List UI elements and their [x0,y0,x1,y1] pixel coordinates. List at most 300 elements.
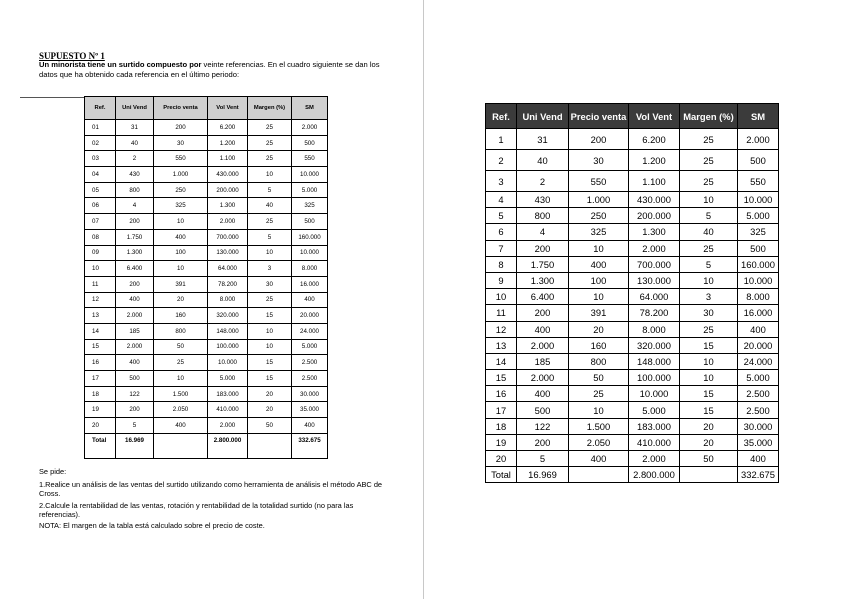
note-line: Se pide: [39,467,67,476]
table-cell: 1.300 [629,224,680,240]
column-header: SM [292,97,328,120]
table-cell: 20.000 [738,337,779,353]
column-header: Uni Vend [116,97,154,120]
column-header: Margen (%) [248,97,292,120]
table-cell: 25 [680,321,738,337]
total-cell [680,467,738,483]
table-cell: 10.000 [292,245,328,261]
table-row [85,308,328,324]
table-cell: 2.000 [517,337,569,353]
table-cell: 40 [116,135,154,151]
table-cell: 391 [154,276,208,292]
note-line: 1.Realice un análisis de las ventas del surtido utilizando como herramienta de análisis el método ABC de Cross. [39,480,383,499]
note-line: 2.Calcule la rentabilidad de las ventas, rotación y rentabilidad de la totalidad surtido (no para las referencias). [39,500,354,519]
table-cell: 800 [569,353,629,369]
table-cell: 30 [680,305,738,321]
table-cell: 35.000 [738,434,779,450]
table-cell: 200 [517,305,569,321]
table-cell: 10 [569,240,629,256]
table-cell: 320.000 [208,308,248,324]
table-row [85,402,328,418]
instructions [39,467,389,532]
table-cell: 550 [292,151,328,167]
table-cell: 14 [486,353,517,369]
table-row [486,129,779,150]
table-row [486,386,779,402]
total-cell [248,433,292,458]
table-cell: 01 [85,120,116,136]
table-cell: 5 [486,208,517,224]
column-header: Precio venta [154,97,208,120]
table-row [85,198,328,214]
table-cell: 12 [486,321,517,337]
table-cell: 30.000 [292,386,328,402]
table-cell: 320.000 [629,337,680,353]
table-cell: 02 [85,135,116,151]
table-cell: 13 [486,337,517,353]
table-cell: 10 [248,245,292,261]
table-cell: 1.750 [116,229,154,245]
table-cell: 6.200 [208,120,248,136]
table-row [85,418,328,434]
table-cell: 64.000 [208,261,248,277]
table-cell: 18 [85,386,116,402]
table-cell: 25 [248,135,292,151]
table-cell: 5 [248,229,292,245]
table-cell: 15 [248,308,292,324]
table-cell: 800 [517,208,569,224]
table-cell: 160 [154,308,208,324]
table-cell: 19 [486,434,517,450]
table-cell: 30 [154,135,208,151]
table-cell: 10.000 [738,272,779,288]
table-cell: 400 [292,418,328,434]
table-cell: 10 [248,323,292,339]
table-cell: 12 [85,292,116,308]
table-row [486,353,779,369]
table-cell: 1.200 [629,150,680,171]
table-cell: 31 [116,120,154,136]
table-row [486,451,779,467]
table-cell: 25 [680,171,738,192]
total-cell: 16.969 [517,467,569,483]
total-cell [154,433,208,458]
table-row [85,339,328,355]
table-cell: 25 [248,292,292,308]
table-cell: 200.000 [629,208,680,224]
column-header: Vol Vent [629,104,680,129]
table-cell: 1.300 [517,272,569,288]
table-cell: 31 [517,129,569,150]
table-cell: 8.000 [292,261,328,277]
table-cell: 2.000 [116,308,154,324]
column-header: Vol Vent [208,97,248,120]
table-cell: 550 [738,171,779,192]
table-cell: 500 [116,371,154,387]
column-header: Uni Vend [517,104,569,129]
table-cell: 30 [569,150,629,171]
table-cell: 100.000 [629,370,680,386]
table-row [486,418,779,434]
table-cell: 10 [85,261,116,277]
table-cell: 10 [569,289,629,305]
table-header-row [486,104,779,129]
exercise-title: SUPUESTO Nº 1 [39,51,105,61]
table-cell: 130.000 [629,272,680,288]
table-cell: 25 [248,214,292,230]
table-cell: 20 [248,386,292,402]
table-cell: 1.500 [569,418,629,434]
table-row [85,135,328,151]
table-cell: 1 [486,129,517,150]
table-cell: 400 [154,418,208,434]
table-cell: 16 [85,355,116,371]
table-cell: 10 [248,339,292,355]
table-header-row [85,97,328,120]
table-cell: 20 [569,321,629,337]
table-cell: 10.000 [292,167,328,183]
table-cell: 2.000 [738,129,779,150]
table-row [85,182,328,198]
table-cell: 325 [738,224,779,240]
table-cell: 400 [116,355,154,371]
table-cell: 10 [248,167,292,183]
table-cell: 8.000 [738,289,779,305]
table-cell: 160 [569,337,629,353]
table-cell: 200 [517,240,569,256]
table-row [486,337,779,353]
table-cell: 1.100 [629,171,680,192]
table-cell: 3 [248,261,292,277]
table-cell: 50 [154,339,208,355]
table-cell: 13 [85,308,116,324]
table-cell: 550 [154,151,208,167]
table-cell: 183.000 [629,418,680,434]
table-cell: 05 [85,182,116,198]
table-row [486,272,779,288]
total-cell: Total [486,467,517,483]
table-cell: 50 [248,418,292,434]
table-cell: 500 [738,150,779,171]
table-cell: 400 [517,386,569,402]
table-cell: 200 [569,129,629,150]
total-row [486,467,779,483]
right-page [424,0,848,599]
table-row [486,240,779,256]
table-cell: 10 [680,272,738,288]
table-cell: 500 [738,240,779,256]
table-cell: 6.400 [116,261,154,277]
intro-bold-text: Un minorista tiene un surtido compuesto por [39,60,202,69]
table-cell: 2.000 [517,370,569,386]
table-cell: 500 [292,135,328,151]
table-row [486,256,779,272]
table-cell: 6.200 [629,129,680,150]
table-cell: 2.050 [569,434,629,450]
total-cell: 16.969 [116,433,154,458]
total-cell: 2.800.000 [629,467,680,483]
table-cell: 10 [680,192,738,208]
small-data-table [84,96,328,459]
table-cell: 2.000 [116,339,154,355]
table-cell: 100 [569,272,629,288]
table-cell: 18 [486,418,517,434]
table-cell: 30 [248,276,292,292]
table-cell: 200.000 [208,182,248,198]
table-row [85,229,328,245]
table-cell: 15 [680,386,738,402]
table-cell: 100 [154,245,208,261]
column-header: SM [738,104,779,129]
table-cell: 78.200 [208,276,248,292]
table-row [486,224,779,240]
table-row [85,371,328,387]
table-cell: 1.750 [517,256,569,272]
table-cell: 6.400 [517,289,569,305]
table-cell: 410.000 [629,434,680,450]
table-cell: 500 [517,402,569,418]
table-cell: 1.000 [569,192,629,208]
table-row [85,323,328,339]
table-cell: 430 [517,192,569,208]
table-cell: 400 [569,256,629,272]
table-cell: 35.000 [292,402,328,418]
table-cell: 40 [680,224,738,240]
table-cell: 15 [680,337,738,353]
table-cell: 78.200 [629,305,680,321]
table-row [85,245,328,261]
table-cell: 1.500 [154,386,208,402]
table-cell: 24.000 [292,323,328,339]
table-cell: 10.000 [738,192,779,208]
table-cell: 5.000 [738,208,779,224]
table-row [85,355,328,371]
table-cell: 15 [85,339,116,355]
table-cell: 25 [154,355,208,371]
table-cell: 2.500 [738,402,779,418]
total-cell: Total [85,433,116,458]
table-cell: 430.000 [208,167,248,183]
table-cell: 5 [680,208,738,224]
table-cell: 400 [517,321,569,337]
table-cell: 2.050 [154,402,208,418]
table-cell: 25 [569,386,629,402]
table-cell: 7 [486,240,517,256]
table-cell: 148.000 [629,353,680,369]
table-cell: 19 [85,402,116,418]
table-cell: 06 [85,198,116,214]
table-cell: 200 [116,276,154,292]
table-cell: 100.000 [208,339,248,355]
table-cell: 25 [248,151,292,167]
table-cell: 410.000 [208,402,248,418]
table-row [85,151,328,167]
table-cell: 10.000 [208,355,248,371]
table-cell: 5 [116,418,154,434]
table-cell: 200 [116,402,154,418]
table-cell: 5 [248,182,292,198]
table-cell: 160.000 [292,229,328,245]
table-cell: 500 [292,214,328,230]
table-row [486,305,779,321]
table-cell: 9 [486,272,517,288]
table-row [486,370,779,386]
table-cell: 20.000 [292,308,328,324]
table-cell: 2.500 [292,355,328,371]
table-cell: 5 [680,256,738,272]
column-header: Ref. [486,104,517,129]
table-cell: 5.000 [292,182,328,198]
table-cell: 50 [680,451,738,467]
table-cell: 20 [680,418,738,434]
table-cell: 3 [680,289,738,305]
table-cell: 2.500 [738,386,779,402]
table-cell: 1.000 [154,167,208,183]
table-cell: 5 [517,451,569,467]
large-data-table [485,103,779,483]
table-cell: 14 [85,323,116,339]
table-cell: 20 [248,402,292,418]
table-cell: 07 [85,214,116,230]
table-cell: 16.000 [738,305,779,321]
table-cell: 2.000 [629,240,680,256]
table-cell: 20 [154,292,208,308]
table-cell: 400 [154,229,208,245]
table-cell: 8 [486,256,517,272]
table-cell: 400 [292,292,328,308]
table-cell: 16.000 [292,276,328,292]
total-cell [569,467,629,483]
intro-rest-text: veinte referencias. En el cuadro siguiente se dan los datos que ha obtenido cada referencia en el último periodo: [39,60,380,79]
table-cell: 2 [116,151,154,167]
table-row [85,214,328,230]
table-cell: 200 [116,214,154,230]
total-row [85,433,328,458]
table-cell: 1.300 [116,245,154,261]
table-cell: 325 [292,198,328,214]
table-cell: 200 [154,120,208,136]
table-cell: 09 [85,245,116,261]
table-cell: 3 [486,171,517,192]
table-cell: 08 [85,229,116,245]
table-cell: 03 [85,151,116,167]
table-cell: 40 [517,150,569,171]
table-cell: 148.000 [208,323,248,339]
table-row [486,434,779,450]
table-cell: 25 [680,240,738,256]
table-cell: 2.000 [292,120,328,136]
table-cell: 4 [517,224,569,240]
table-cell: 11 [486,305,517,321]
table-cell: 2.500 [292,371,328,387]
table-cell: 10 [154,214,208,230]
table-cell: 122 [517,418,569,434]
total-cell: 332.675 [738,467,779,483]
table-cell: 1.100 [208,151,248,167]
table-cell: 20 [85,418,116,434]
table-cell: 430.000 [629,192,680,208]
table-cell: 15 [486,370,517,386]
table-cell: 04 [85,167,116,183]
table-cell: 700.000 [629,256,680,272]
table-cell: 16 [486,386,517,402]
table-cell: 11 [85,276,116,292]
table-cell: 250 [154,182,208,198]
table-cell: 700.000 [208,229,248,245]
table-row [486,402,779,418]
table-cell: 30.000 [738,418,779,434]
table-cell: 325 [154,198,208,214]
table-cell: 17 [486,402,517,418]
table-cell: 800 [116,182,154,198]
table-cell: 5.000 [629,402,680,418]
table-cell: 5.000 [738,370,779,386]
table-cell: 400 [116,292,154,308]
table-cell: 130.000 [208,245,248,261]
table-cell: 400 [738,451,779,467]
table-cell: 10 [680,370,738,386]
table-cell: 15 [248,355,292,371]
table-cell: 15 [248,371,292,387]
table-row [486,171,779,192]
table-cell: 2.000 [208,214,248,230]
table-row [85,386,328,402]
table-cell: 2 [486,150,517,171]
table-cell: 10 [486,289,517,305]
table-cell: 15 [680,402,738,418]
table-cell: 250 [569,208,629,224]
table-cell: 430 [116,167,154,183]
table-row [85,292,328,308]
table-cell: 800 [154,323,208,339]
table-cell: 20 [680,434,738,450]
table-cell: 17 [85,371,116,387]
table-row [486,208,779,224]
table-cell: 183.000 [208,386,248,402]
table-row [85,167,328,183]
table-cell: 6 [486,224,517,240]
table-cell: 10 [154,371,208,387]
separator-line [20,97,85,98]
column-header: Margen (%) [680,104,738,129]
table-cell: 1.200 [208,135,248,151]
table-cell: 8.000 [208,292,248,308]
table-cell: 2.000 [629,451,680,467]
table-cell: 325 [569,224,629,240]
table-cell: 4 [116,198,154,214]
table-row [486,192,779,208]
table-cell: 391 [569,305,629,321]
table-cell: 8.000 [629,321,680,337]
table-cell: 10 [680,353,738,369]
table-cell: 2 [517,171,569,192]
table-cell: 10.000 [629,386,680,402]
total-cell: 2.800.000 [208,433,248,458]
table-cell: 25 [680,150,738,171]
column-header: Precio venta [569,104,629,129]
total-cell: 332.675 [292,433,328,458]
table-cell: 2.000 [208,418,248,434]
table-cell: 200 [517,434,569,450]
table-cell: 5.000 [292,339,328,355]
table-cell: 20 [486,451,517,467]
table-cell: 4 [486,192,517,208]
table-row [486,321,779,337]
intro-text [39,60,389,80]
table-cell: 185 [517,353,569,369]
table-cell: 550 [569,171,629,192]
table-cell: 40 [248,198,292,214]
